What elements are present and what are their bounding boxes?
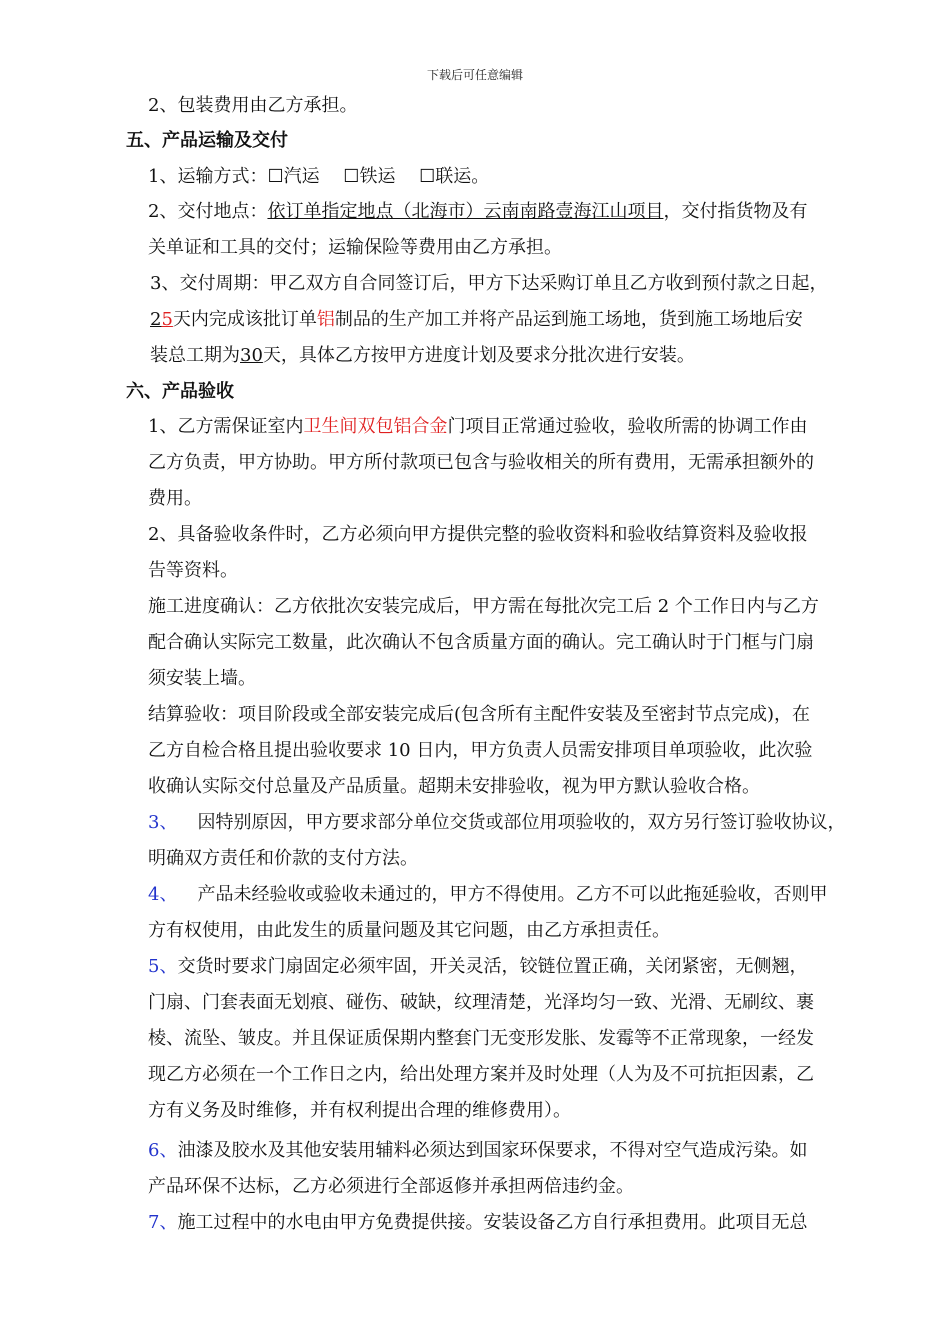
acceptance-item-1-cont: 乙方负责，甲方协助。甲方所付款项已包含与验收相关的所有费用，无需承担额外的: [148, 452, 814, 473]
install-period-text: 天，具体乙方按甲方进度计划及要求分批次进行安装。: [262, 345, 695, 366]
settlement-acceptance-cont: 乙方自检合格且提出验收要求 10 日内，甲方负责人员需安排项目单项验收，此次验: [148, 740, 813, 761]
acceptance-item-1-end: 费用。: [148, 488, 202, 509]
acceptance-item-1-text: 1、乙方需保证室内: [148, 416, 304, 437]
acceptance-item-2-cont: 告等资料。: [148, 560, 238, 581]
acceptance-item-1-text-2: 门项目正常通过验收，验收所需的协调工作由: [447, 416, 808, 437]
clause-4-item-2: 2、包装费用由乙方承担。: [148, 95, 358, 116]
acceptance-item-3: [148, 812, 845, 834]
settlement-acceptance: 结算验收：项目阶段或全部安装完成后(包含所有主配件安装及至密封节点完成)，在: [148, 704, 811, 725]
delivery-location-cont: 关单证和工具的交付；运输保险等费用由乙方承担。: [148, 237, 562, 258]
material-highlight: 铝: [316, 309, 335, 330]
acceptance-item-6-cont: 产品环保不达标，乙方必须进行全部返修并承担两倍违约金。: [148, 1176, 634, 1197]
delivery-location-label: 2、交付地点：: [148, 201, 268, 222]
acceptance-item-6: [148, 1140, 807, 1162]
acceptance-item-5-cont-4: 方有义务及时维修，并有权利提出合理的维修费用）。: [148, 1100, 571, 1121]
install-period: [150, 345, 695, 367]
acceptance-item-5-cont-1: 门扇、门套表面无划痕、碰伤、破缺，纹理清楚，光泽均匀一致、光滑、无刷纹、裹: [148, 992, 814, 1013]
days-digit-1: 2: [150, 309, 162, 330]
delivery-period-text: 天内完成该批订单: [172, 309, 317, 330]
settlement-acceptance-end: 收确认实际交付总量及产品质量。超期未安排验收，视为甲方默认验收合格。: [148, 776, 760, 797]
acceptance-item-4: [148, 884, 827, 906]
item-4-text: 产品未经验收或验收未通过的，甲方不得使用。乙方不可以此拖延验收，否则甲: [197, 884, 828, 905]
acceptance-item-3-cont: 明确双方责任和价款的支付方法。: [148, 848, 418, 869]
item-5-text: 交货时要求门扇固定必须牢固，开关灵活，铰链位置正确，关闭紧密，无侧翘，: [177, 956, 808, 977]
acceptance-item-4-cont: 方有权使用，由此发生的质量问题及其它问题，由乙方承担责任。: [148, 920, 670, 941]
delivery-period-cont: [150, 309, 803, 331]
delivery-period-text-2: 制品的生产加工并将产品运到施工场地，货到施工场地后安: [334, 309, 803, 330]
delivery-address: 依订单指定地点（北海市）云南南路壹海江山项目: [267, 201, 664, 222]
item-7-text: 施工过程中的水电由甲方免费提供接。安装设备乙方自行承担费用。此项目无总: [177, 1212, 808, 1233]
days-digit-2: 5: [161, 309, 173, 330]
delivery-period: 3、交付周期：甲乙双方自合同签订后，甲方下达采购订单且乙方收到预付款之日起，: [150, 273, 828, 294]
item-7-number: 7、: [148, 1212, 178, 1233]
item-6-text: 油漆及胶水及其他安装用辅料必须达到国家环保要求，不得对空气造成污染。如: [177, 1140, 808, 1161]
install-period-label: 装总工期为: [150, 345, 240, 366]
progress-confirm-cont: 配合确认实际完工数量，此次确认不包含质量方面的确认。完工确认时于门框与门扇: [148, 632, 814, 653]
acceptance-item-7: [148, 1212, 807, 1234]
delivery-location-tail: ，交付指货物及有: [663, 201, 808, 222]
item-5-number: 5、: [148, 956, 178, 977]
item-4-number: 4、: [148, 884, 178, 905]
item-6-number: 6、: [148, 1140, 178, 1161]
transport-method: 1、运输方式：☐汽运 ☐铁运 ☐联运。: [148, 166, 490, 187]
acceptance-item-5-cont-2: 棱、流坠、皱皮。并且保证质保期内整套门无变形发胀、发霉等不正常现象，一经发: [148, 1028, 814, 1049]
section-6-heading: 六、产品验收: [126, 381, 234, 402]
acceptance-item-2: 2、具备验收条件时，乙方必须向甲方提供完整的验收资料和验收结算资料及验收报: [148, 524, 808, 545]
item-3-number: 3、: [148, 812, 178, 833]
acceptance-item-5: [148, 956, 807, 978]
item-3-text: 因特别原因，甲方要求部分单位交货或部位用项验收的，双方另行签订验收协议，: [197, 812, 846, 833]
install-days: 30: [240, 345, 263, 366]
section-5-heading: 五、产品运输及交付: [126, 130, 288, 151]
product-highlight: 卫生间双包铝合金: [303, 416, 448, 437]
acceptance-item-5-cont-3: 现乙方必须在一个工作日之内，给出处理方案并及时处理（人为及不可抗拒因素，乙: [148, 1064, 814, 1085]
page-header: 下载后可任意编辑: [426, 68, 523, 82]
acceptance-item-1: [148, 416, 807, 438]
delivery-location: [148, 201, 807, 223]
progress-confirm: 施工进度确认：乙方依批次安装完成后，甲方需在每批次完工后 2 个工作日内与乙方: [148, 596, 819, 617]
progress-confirm-end: 须安装上墙。: [148, 668, 256, 689]
